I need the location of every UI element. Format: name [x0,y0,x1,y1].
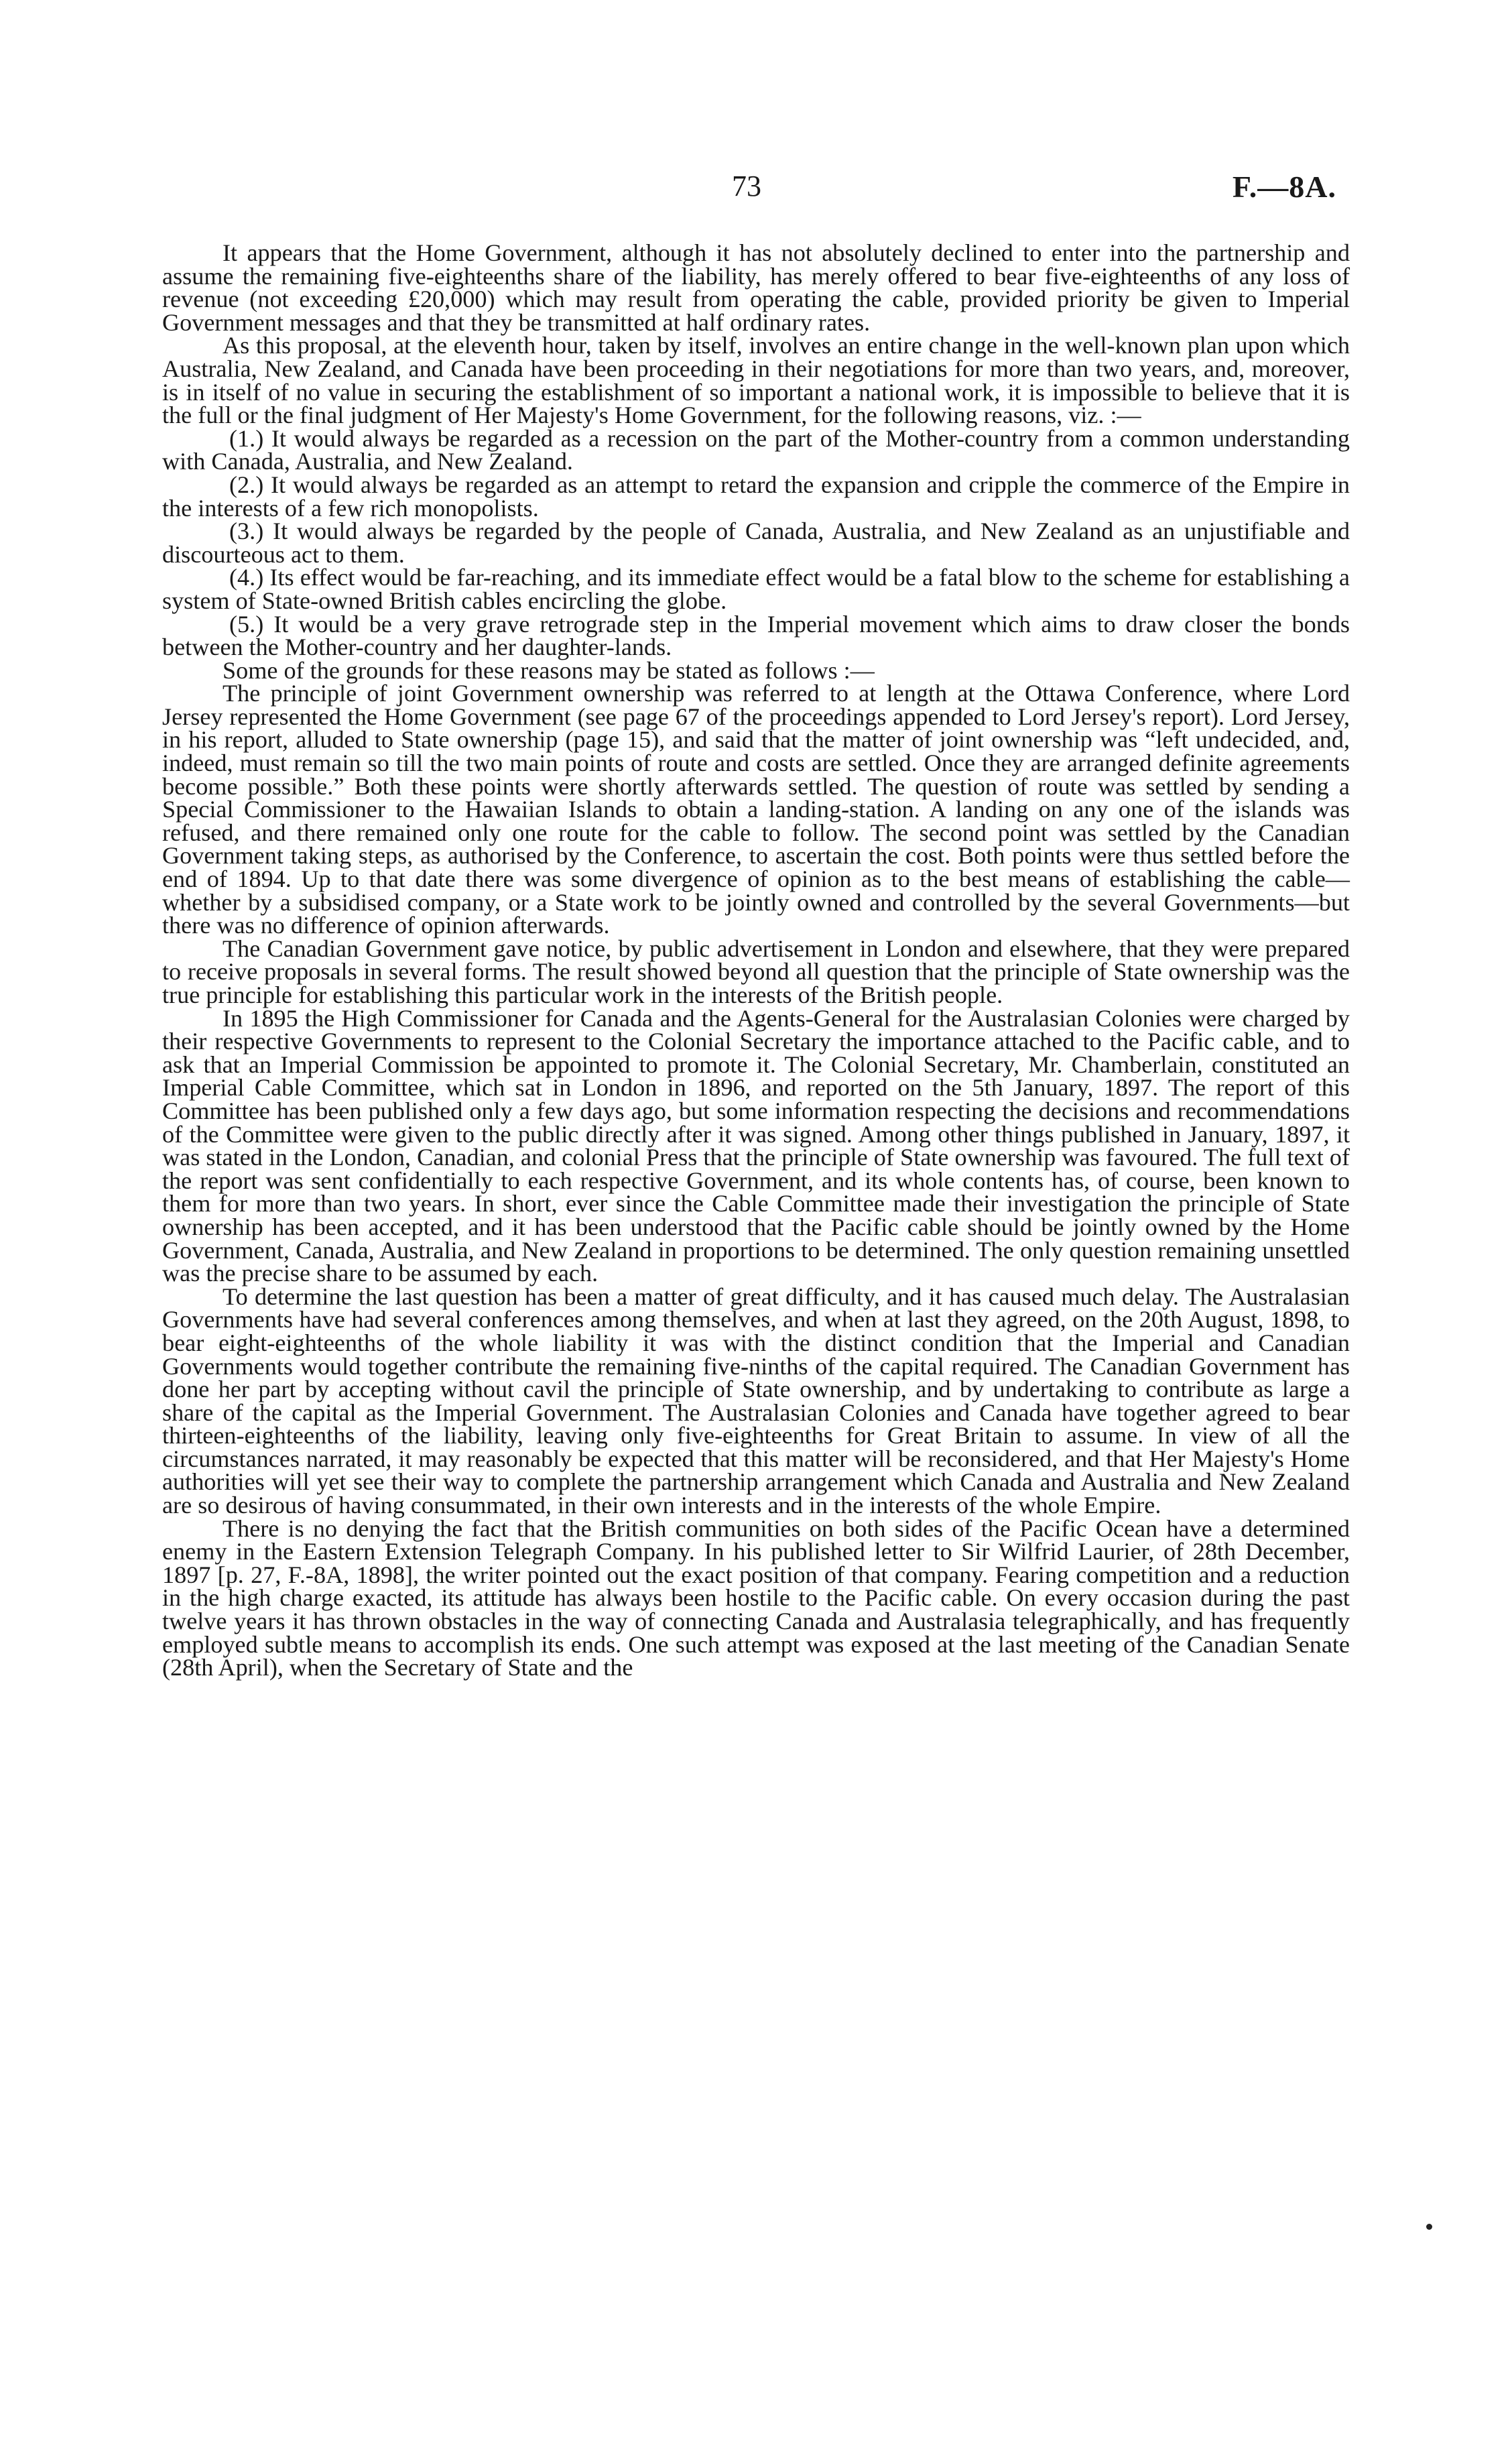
paragraph-eastern-extension: There is no denying the fact that the British communities on both sides of the Pacific Ocean have a determined enemy in the Eastern Extension Telegraph Company. In his published letter to Sir Wilfrid Laurier, of 28th December, 1897 [p. 27, F.-8A, 1898], the writer pointed out the exact position of that company. Fearing competition and a reduction in the high charge exacted, its attitude has always been hostile to the Pacific cable. On every occasion during the past twelve years it has thrown obstacles in the way of connecting Canada and Australasia telegraphically, and has frequently employed subtle means to accomplish its ends. One such attempt was exposed at the last meeting of the Canadian Senate (28th April), when the Secretary of State and the [162,1514,1350,1681]
paragraph-canadian-notice: The Canadian Government gave notice, by public advertisement in London and elsewhere, that they were prepared to receive proposals in several forms. The result showed beyond all question that the principle of State ownership was the true principle for establishing this particular work in the interests of the British people. [162,935,1350,1008]
reason-item-1: (1.) It would always be regarded as a recession on the part of the Mother-country from a common understanding with Canada, Australia, and New Zealand. [162,424,1350,475]
reason-item-5: (5.) It would be a very grave retrograde step in the Imperial movement which aims to draw closer the bonds between the Mother-country and her daughter-lands. [162,610,1350,661]
reason-item-4: (4.) Its effect would be far-reaching, and its immediate effect would be a fatal blow to the scheme for establishing a system of State-owned British cables encircling the globe. [162,564,1350,614]
page-header [0,169,1512,216]
body-text [162,241,1350,1679]
paragraph-joint-ownership: The principle of joint Government ownership was referred to at length at the Ottawa Conference, where Lord Jersey represented the Home Government (see page 67 of the proceedings appended to Lord Jersey's report). Lord Jersey, in his report, alluded to State ownership (page 15), and said that the matter of joint ownership was “left undecided, and, indeed, must remain so till the two main points of route and costs are settled. Once they are arranged definite agreements become possible.” Both these points were shortly afterwards settled. The question of route was settled by sending a Special Commissioner to the Hawaiian Islands to obtain a landing-station. A landing on any one of the islands was refused, and there remained only one route for the cable to follow. The second point was settled by the Canadian Government taking steps, as authorised by the Conference, to ascertain the cost. Both points were thus settled before the end of 1894. Up to that date there was some divergence of opinion as to the best means of establishing the cable—whether by a subsidised company, or a State work to be jointly owned and controlled by the several Governments—but there was no difference of opinion afterwards. [162,680,1350,939]
paragraph-proposal-reasons: As this proposal, at the eleventh hour, taken by itself, involves an entire change in the well-known plan upon which Australia, New Zealand, and Canada have been proceeding in their negotiations for more than two years, and, moreover, is in itself of no value in securing the establishment of so important a national work, it is impossible to believe that it is the full or the final judgment of Her Majesty's Home Government, for the following reasons, viz. :— [162,332,1350,429]
paragraph-cable-committee: In 1895 the High Commissioner for Canada and the Agents-General for the Australasian Colonies were charged by their respective Governments to represent to the Colonial Secretary the importance attached to the Pacific cable, and to ask that an Imperial Commission be appointed to promote it. The Colonial Secretary, Mr. Chamberlain, constituted an Imperial Cable Committee, which sat in London in 1896, and reported on the 5th January, 1897. The report of this Committee has been published only a few days ago, but some information respecting the decisions and recommendations of the Committee were given to the public directly after it was signed. Among other things published in January, 1897, it was stated in the London, Canadian, and colonial Press that the principle of State ownership was favoured. The full text of the report was sent confidentially to each respective Government, and its whole contents has, of course, been known to them for more than two years. In short, ever since the Cable Committee made their investigation the principle of State ownership has been accepted, and it has been understood that the Pacific cable should be jointly owned by the Home Government, Canada, Australia, and New Zealand in proportions to be determined. The only question remaining unsettled was the precise share to be assumed by each. [162,1004,1350,1287]
reason-item-3: (3.) It would always be regarded by the people of Canada, Australia, and New Zealand as an unjustifiable and discourteous act to them. [162,518,1350,568]
paragraph-share-question: To determine the last question has been a matter of great difficulty, and it has caused much delay. The Australasian Governments have had several conferences among themselves, and when at last they agreed, on the 20th August, 1898, to bear eight-eighteenths of the whole liability it was with the distinct condition that the Imperial and Canadian Governments would together contribute the remaining five-ninths of the capital required. The Canadian Government has done her part by accepting without cavil the principle of State ownership, and by undertaking to contribute as large a share of the capital as the Imperial Government. The Australasian Colonies and Canada have together agreed to bear thirteen-eighteenths of the liability, leaving only five-eighteenths for Great Britain to assume. In view of all the circumstances narrated, it may reasonably be expected that this matter will be reconsidered, and that Her Majesty's Home authorities will yet see their way to complete the partnership arrangement which Canada and Australia and New Zealand are so desirous of having consummated, in their own interests and in the interests of the whole Empire. [162,1282,1350,1519]
paragraph-home-government-offer: It appears that the Home Government, although it has not absolutely declined to enter into the partnership and assume the remaining five-eighteenths share of the liability, has merely offered to bear five-eighteenths of any loss of revenue (not exceeding £20,000) which may result from operating the cable, provided priority be given to Imperial Government messages and that they be transmitted at half ordinary rates. [162,239,1350,336]
document-reference: F.—8A. [1232,170,1336,204]
paragraph-grounds-intro: Some of the grounds for these reasons may be stated as follows :— [223,656,875,684]
page-number: 73 [732,170,761,202]
reason-item-2: (2.) It would always be regarded as an attempt to retard the expansion and cripple the commerce of the Empire in the interests of a few rich monopolists. [162,471,1350,522]
margin-dot [1426,2224,1432,2230]
